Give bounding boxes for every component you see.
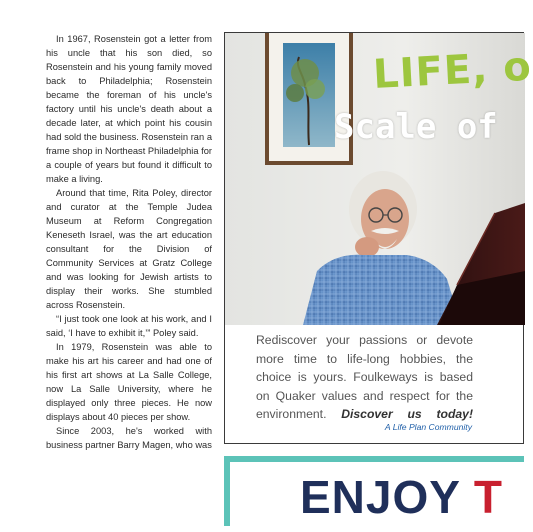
ad-tagline: A Life Plan Community [384,422,472,432]
ad-call-to-action: Discover us today! [341,407,474,422]
ad-copy-text: Rediscover your passions or devote more time to life-long hobbies, the choice is yours. Foulkeways is based on Quaker values and respect for the environment. [256,333,473,422]
article-paragraph: Around that time, Rita Poley, director and curator at the Temple Judea Museum at Reform Congregation Keneseth Israel, was the art education consultant for the Division of Community Services at Gratz College and was looking for Jewish artists to display their works. She stumbled across Rosenstein. [46,188,212,310]
article-paragraph: In 1967, Rosenstein got a letter from his uncle that his son died, so Rosenstein and his young family moved back to Philadelphia; Rosenstein became the foreman of his uncle's factory until his uncle's death about a decade later, at which point his cousin had sold the business. Rosenstein ran a frame shop in Northeast Philadelphia for a couple of years but found it difficult to make a living. [46,34,212,184]
ad-headline-main: ENJOY [300,471,474,523]
article-paragraph: In 1979, Rosenstein was able to make his art his career and had one of his first art shows at La Salle College, now La Salle University, where he displayed only three pieces. He now displays about 40 pieces per show. [46,342,212,422]
article-paragraph: Since 2003, he's worked with business partner Barry Magen, who was [46,426,212,450]
article-paragraph: “I just took one look at his work, and I said, ‘I have to exhibit it,’” Poley said. [46,314,212,338]
ad-body-copy [256,331,473,424]
ad-subheadline: Scale of [334,107,498,147]
ad-headline-enjoy [300,470,503,524]
ad-headline-accent: T [473,471,504,523]
article-column [46,32,212,452]
ad-headline: LIFE, o [372,43,533,98]
